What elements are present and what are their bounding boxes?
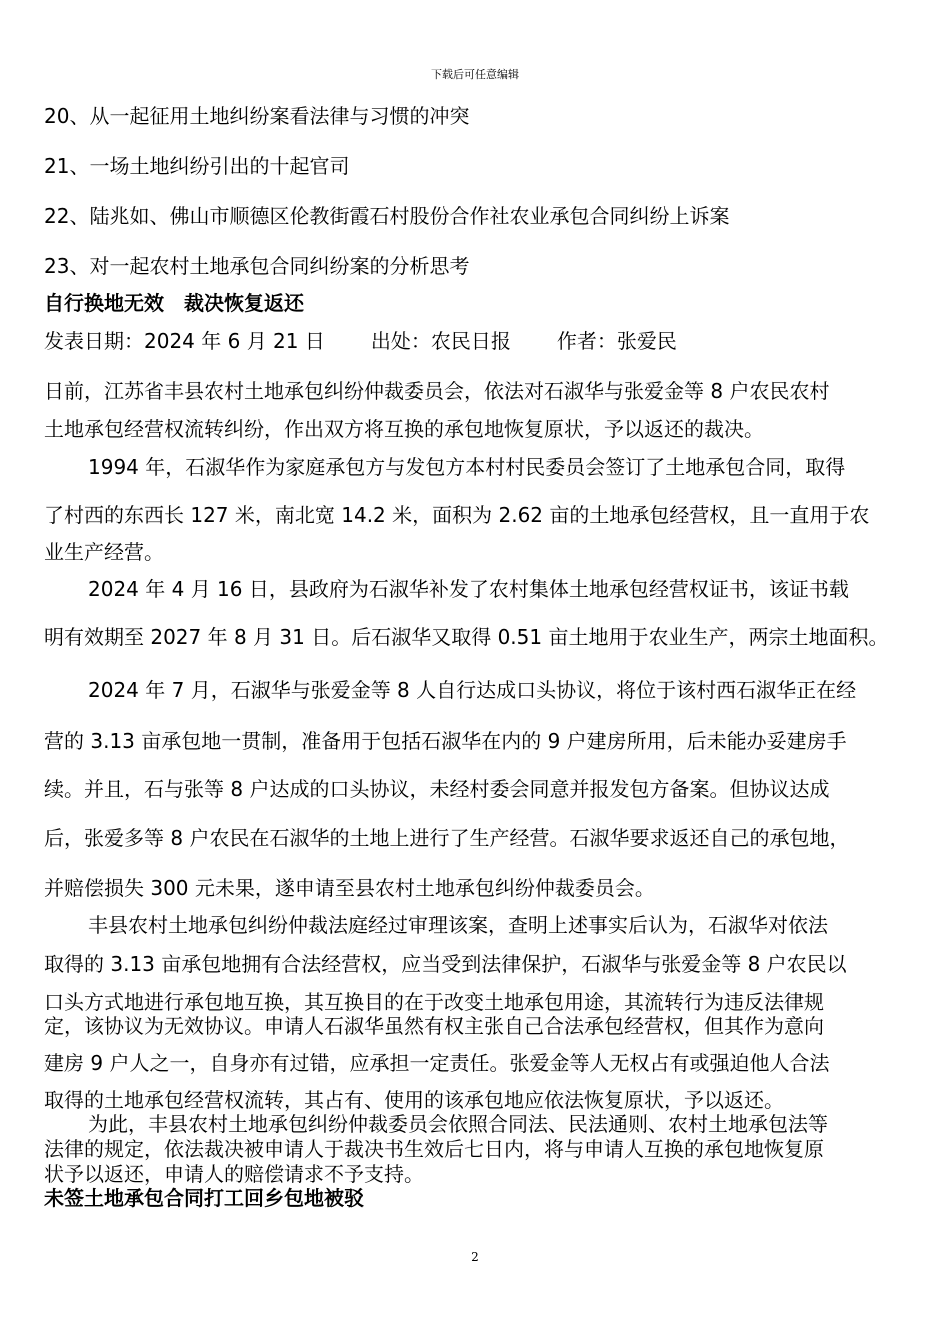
body-line: 2024 年 4 月 16 日，县政府为石淑华补发了农村集体土地承包经营权证书，该证书载 [88,577,849,601]
body-line: 明有效期至 2027 年 8 月 31 日。后石淑华又取得 0.51 亩土地用于农业生产，两宗土地面积。 [44,625,889,649]
list-item: 21、一场土地纠纷引出的十起官司 [44,154,350,178]
article-source: 出处：农民日报 [370,329,511,353]
body-line: 日前，江苏省丰县农村土地承包纠纷仲裁委员会，依法对石淑华与张爱金等 8 户农民农村 [44,379,830,403]
body-line: 口头方式地进行承包地互换，其互换目的在于改变土地承包用途，其流转行为违反法律规 [44,990,824,1014]
page-number: 2 [471,1250,479,1264]
body-line: 建房 9 户人之一，自身亦有过错，应承担一定责任。张爱金等人无权占有或强迫他人合法 [44,1051,830,1075]
body-line: 并赔偿损失 300 元未果，遂申请至县农村土地承包纠纷仲裁委员会。 [44,876,655,900]
article-author: 作者：张爱民 [556,329,677,353]
body-line: 2024 年 7 月，石淑华与张爱金等 8 人自行达成口头协议，将位于该村西石淑华正在经 [88,678,857,702]
list-item: 23、对一起农村土地承包合同纠纷案的分析思考 [44,254,470,278]
list-item: 22、陆兆如、佛山市顺德区伦教街霞石村股份合作社农业承包合同纠纷上诉案 [44,204,730,228]
body-line: 业生产经营。 [44,540,164,564]
body-line: 为此，丰县农村土地承包纠纷仲裁委员会依照合同法、民法通则、农村土地承包法等 [88,1112,828,1136]
body-line: 了村西的东西长 127 米，南北宽 14.2 米，面积为 2.62 亩的土地承包经营权，且一直用于农 [44,503,870,527]
body-line: 土地承包经营权流转纠纷，作出双方将互换的承包地恢复原状，予以返还的裁决。 [44,417,764,441]
body-line: 取得的 3.13 亩承包地拥有合法经营权，应当受到法律保护，石淑华与张爱金等 8 户农民以 [44,952,847,976]
body-line: 丰县农村土地承包纠纷仲裁法庭经过审理该案，查明上述事实后认为，石淑华对依法 [88,913,828,937]
body-line: 1994 年，石淑华作为家庭承包方与发包方本村村民委员会签订了土地承包合同，取得 [88,455,846,479]
body-line: 法律的规定，依法裁决被申请人于裁决书生效后七日内，将与申请人互换的承包地恢复原 [44,1137,824,1161]
body-line: 状予以返还，申请人的赔偿请求不予支持。 [44,1162,424,1186]
article-meta [44,329,677,353]
body-line: 后，张爱多等 8 户农民在石淑华的土地上进行了生产经营。石淑华要求返还自己的承包地， [44,826,850,850]
body-line: 定，该协议为无效协议。申请人石淑华虽然有权主张自己合法承包经营权，但其作为意向 [44,1014,824,1038]
next-article-title: 未签土地承包合同打工回乡包地被驳 [44,1186,364,1210]
publish-date: 发表日期：2024 年 6 月 21 日 [44,329,325,353]
body-line: 营的 3.13 亩承包地一贯制，准备用于包括石淑华在内的 9 户建房所用，后未能办妥建房手 [44,729,847,753]
page-header: 下载后可任意编辑 [431,68,519,81]
list-item: 20、从一起征用土地纠纷案看法律与习惯的冲突 [44,104,470,128]
body-line: 取得的土地承包经营权流转，其占有、使用的该承包地应依法恢复原状，予以返还。 [44,1088,784,1112]
body-line: 续。并且，石与张等 8 户达成的口头协议，未经村委会同意并报发包方备案。但协议达成 [44,777,830,801]
article-title: 自行换地无效 裁决恢复返还 [44,291,304,315]
